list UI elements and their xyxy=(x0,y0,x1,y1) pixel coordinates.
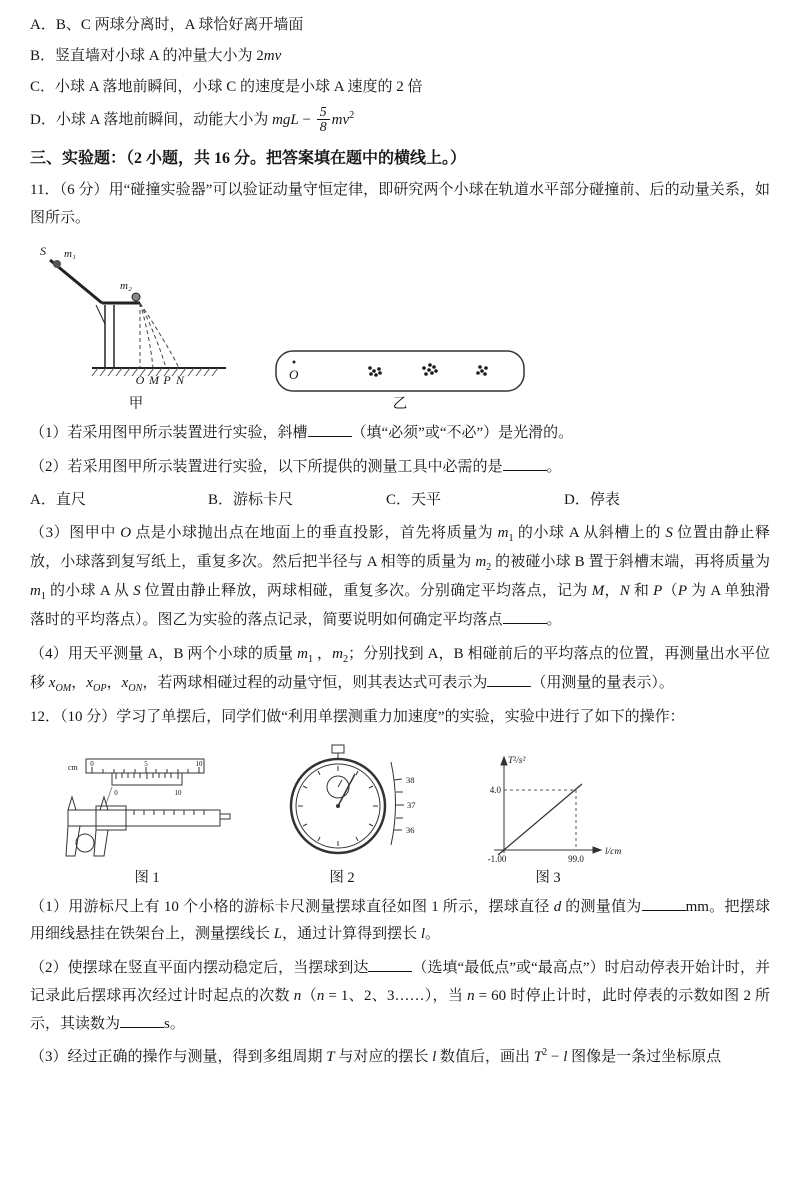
record-paper-outline xyxy=(276,351,524,391)
option-c: C．小球 A 落地前瞬间，小球 C 的速度是小球 A 速度的 2 倍 xyxy=(30,79,423,95)
question-11-figures xyxy=(30,242,770,413)
vernier-caliper-figure xyxy=(56,754,238,868)
figure-jia-caption: 甲 xyxy=(128,396,144,413)
answer-blank xyxy=(503,609,547,624)
figure-yi-caption: 乙 xyxy=(392,396,408,413)
ground xyxy=(92,368,226,376)
label-m1: m₁ xyxy=(64,248,76,261)
label-m: M xyxy=(149,373,159,388)
graph-ylabel: T²/s² xyxy=(508,756,526,767)
arc-number-37: 37 xyxy=(407,800,416,811)
answer-blank xyxy=(503,456,547,471)
q12-part2: （2）使摆球在竖直平面内摆动稳定后，当摆球到达 （选填“最低点”或“最高点”）时启动停表开始计时，并记录此后摆球再次经过计时起点的次数 n（n = 1、2、3……），当 n = 60 时停止计时，此时停表的示数如图 2 所示，其读数为 s。 xyxy=(30,955,770,1038)
q11-part4: （4）用天平测量 A，B 两个小球的质量 $m_1$ ，$m_2$；分别找到 A，B 相碰前后的平均落点的位置，再测量出水平位移 $x_{OM}$，$x_{OP}$，$x_{ON}$，若两球相碰过程的动量守恒，则其表达式可表示为 （用测量的量表示）。 xyxy=(30,645,770,694)
collision-apparatus-figure xyxy=(36,242,236,394)
label-origin: O xyxy=(289,367,299,383)
graph-xtick-neg1: -1.00 xyxy=(487,854,507,865)
tool-option-c: C．天平 xyxy=(386,492,442,509)
main-scale-10: 10 xyxy=(195,760,203,769)
ramp-and-stand xyxy=(50,260,140,368)
vernier-0: 0 xyxy=(114,789,118,798)
stopwatch-body xyxy=(291,745,385,853)
tool-option-b: B．游标卡尺 xyxy=(208,492,294,509)
q12-part3: （3）经过正确的操作与测量，得到多组周期 T 与对应的摆长 l 数值后，画出 $T^2 - l$ 图像是一条过坐标原点 xyxy=(30,1047,722,1066)
question-12-stem: 12．（10 分）学习了单摆后，同学们做“利用单摆测重力加速度”的实验，实验中进行了如下的操作： xyxy=(30,709,685,726)
option-d: D．小球 A 落地前瞬间，动能大小为 mgL − $\frac{5}{8}$ $mv^2$ xyxy=(30,104,355,135)
figure-3-caption: 图 3 xyxy=(535,870,561,887)
tool-option-d: D．停表 xyxy=(564,492,620,509)
answer-blank xyxy=(120,1013,164,1028)
t-squared-graph-figure xyxy=(464,750,632,868)
answer-blank xyxy=(642,896,686,911)
fraction-five-eighths: $\frac{5}{8}$ xyxy=(317,105,330,135)
needle-pivot xyxy=(336,804,340,808)
ball-m2-icon xyxy=(132,293,140,301)
label-p: P xyxy=(163,373,171,388)
graph-line xyxy=(498,784,582,855)
q11-part1: （1）若采用图甲所示装置进行实验，斜槽 （填“必须”或“不必”）是光滑的。 xyxy=(30,420,770,448)
magnified-dial-arc xyxy=(391,762,416,845)
graph-ytick-4: 4.0 xyxy=(489,785,501,796)
label-cm: cm xyxy=(68,763,78,773)
answer-blank xyxy=(308,422,352,437)
graph-axes xyxy=(494,757,601,853)
main-scale-5: 5 xyxy=(144,760,148,769)
main-scale-0: 0 xyxy=(90,760,94,769)
label-n: N xyxy=(175,373,185,388)
option-b: B．竖直墙对小球 A 的冲量大小为 2mv xyxy=(30,48,282,64)
figure-2-caption: 图 2 xyxy=(329,870,355,887)
figure-yi-block xyxy=(274,348,526,413)
figure-2-block xyxy=(262,742,422,887)
option-a: A．B、C 两球分离时，A 球恰好离开墙面 xyxy=(30,17,304,33)
trajectory-dashes xyxy=(140,303,179,368)
arc-number-36: 36 xyxy=(406,825,415,836)
q11-part3: （3）图甲中 O 点是小球抛出点在地面上的垂直投影，首先将质量为 $m_1$ 的小球 A 从斜槽上的 S 位置由静止释放，小球落到复写纸上，重复多次。然后把半径与 A 相等的质量为 $m_2$ 的被碰小球 B 置于斜槽末端，再将质量为 $m_1$ 的小球 A 从 S 位置由静止释放，两球相碰，重复多次。分别确定平均落点，记为 M，N 和 P（P 为 A 单独滑落时的平均落点）。图乙为实验的落点记录，简要说明如何确定平均落点 。 xyxy=(30,525,770,628)
figure-3-block xyxy=(464,750,632,887)
caliper-body xyxy=(66,797,230,856)
dot-cluster-1 xyxy=(368,367,382,378)
arc-number-38: 38 xyxy=(406,775,415,786)
answer-blank xyxy=(368,958,412,973)
figure-1-caption: 图 1 xyxy=(134,870,160,887)
question-12-figures xyxy=(30,742,770,887)
figure-1-block xyxy=(56,754,238,887)
q12-part1: （1）用游标尺上有 10 个小格的游标卡尺测量摆球直径如图 1 所示，摆球直径 d 的测量值为 mm。把摆球用细线悬挂在铁架台上，测量摆线长 L，通过计算得到摆长 l。 xyxy=(30,894,770,950)
label-o: O xyxy=(135,373,145,388)
graph-xlabel: l/cm xyxy=(605,847,622,858)
question-11-stem: 11．（6 分）用“碰撞实验器”可以验证动量守恒定律，即研究两个小球在轨道水平部分碰撞前、后的动量关系，如图所示。 xyxy=(30,181,770,226)
q11-part2: （2）若采用图甲所示装置进行实验，以下所提供的测量工具中必需的是 。 xyxy=(30,454,770,482)
label-s: S xyxy=(40,244,46,259)
label-m2: m₂ xyxy=(120,280,132,293)
answer-blank xyxy=(487,672,531,687)
dot-cluster-3 xyxy=(476,366,488,377)
tool-option-a: A．直尺 xyxy=(30,492,86,509)
section-header: 三、实验题：（2 小题，共 16 分。把答案填在题中的横线上。） xyxy=(30,149,467,167)
figure-jia-block xyxy=(36,242,236,413)
landing-record-figure xyxy=(274,348,526,394)
origin-dot xyxy=(293,361,296,364)
stopwatch-figure xyxy=(262,742,422,868)
vernier-10: 10 xyxy=(174,789,182,798)
ball-m1-icon xyxy=(53,260,61,268)
q11-tool-options xyxy=(30,487,770,514)
dot-cluster-2 xyxy=(422,364,438,377)
graph-xtick-99: 99.0 xyxy=(568,854,584,865)
